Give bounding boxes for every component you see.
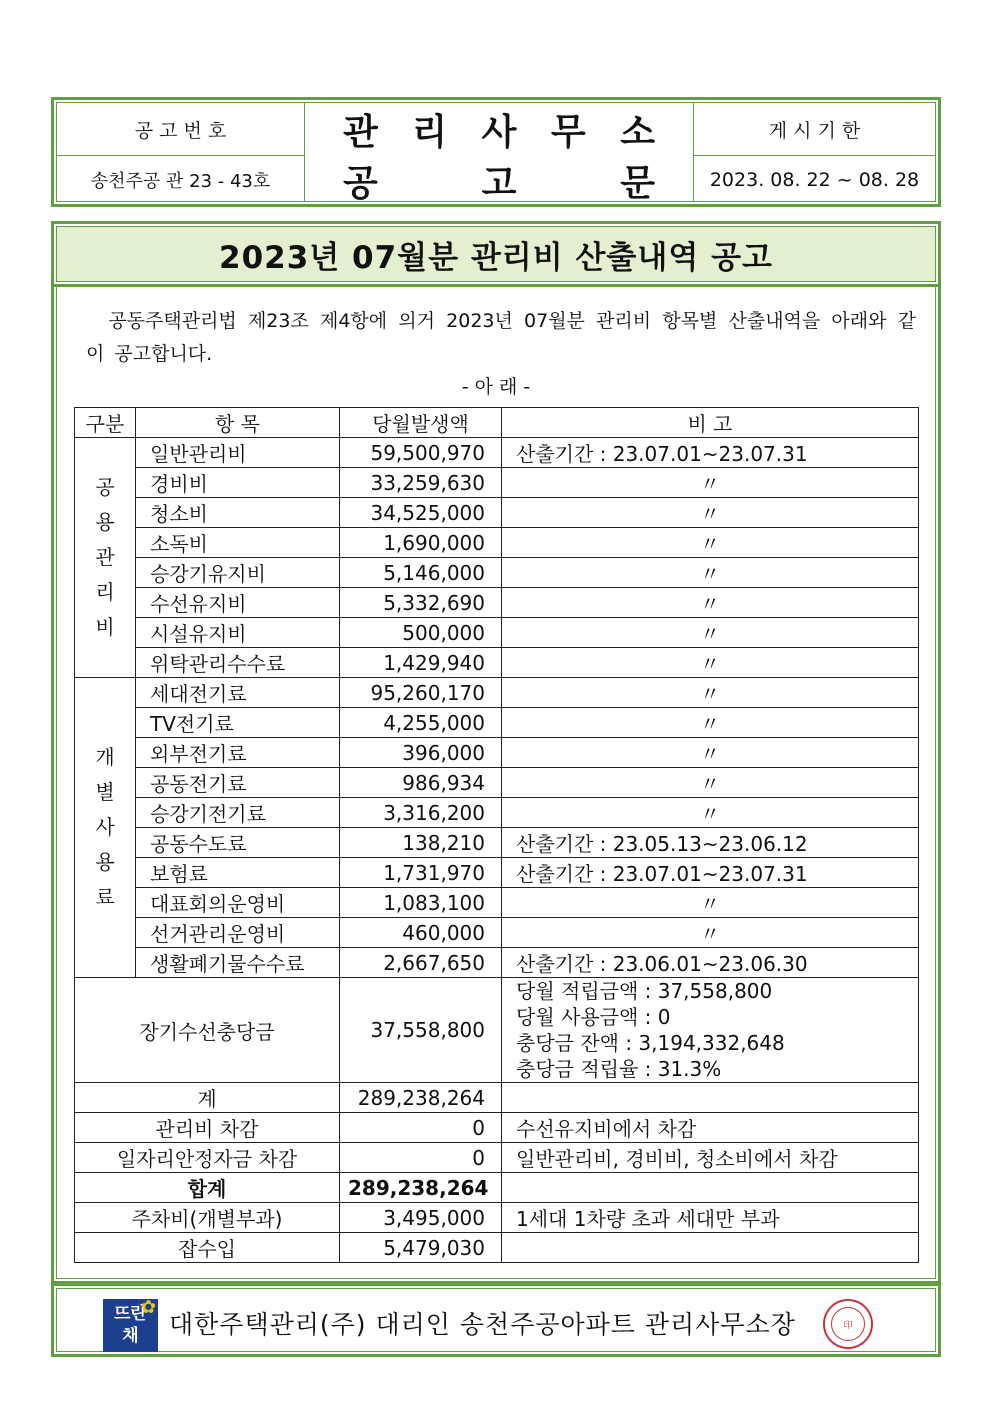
item-cell: 위탁관리수수료 bbox=[136, 648, 340, 678]
office-title-char: 리 bbox=[412, 111, 448, 153]
note-cell: 산출기간 : 23.05.13~23.06.12 bbox=[502, 828, 919, 858]
summary-label: 계 bbox=[75, 1083, 340, 1113]
item-cell: 외부전기료 bbox=[136, 738, 340, 768]
summary-note bbox=[502, 1233, 919, 1263]
item-cell: 일반관리비 bbox=[136, 438, 340, 468]
item-cell: 대표회의운영비 bbox=[136, 888, 340, 918]
table-row bbox=[75, 678, 919, 708]
office-title-char: 무 bbox=[550, 111, 586, 153]
item-cell: 경비비 bbox=[136, 468, 340, 498]
table-row bbox=[75, 438, 919, 468]
item-cell: 승강기유지비 bbox=[136, 558, 340, 588]
amount-cell: 4,255,000 bbox=[340, 708, 502, 738]
posting-period-label: 게 시 기 한 bbox=[768, 119, 861, 142]
reserve-note-line: 충당금 잔액 : 3,194,332,648 bbox=[516, 1031, 785, 1055]
summary-amount: 0 bbox=[340, 1143, 502, 1173]
summary-label: 일자리안정자금 차감 bbox=[75, 1143, 340, 1173]
summary-row bbox=[75, 1203, 919, 1233]
table-row bbox=[75, 888, 919, 918]
amount-cell: 33,259,630 bbox=[340, 468, 502, 498]
item-cell: 세대전기료 bbox=[136, 678, 340, 708]
office-title-char: 관 bbox=[343, 111, 378, 153]
table-row bbox=[75, 648, 919, 678]
summary-note bbox=[502, 1083, 919, 1113]
summary-amount: 289,238,264 bbox=[340, 1173, 502, 1203]
item-cell: 수선유지비 bbox=[136, 588, 340, 618]
item-cell: TV전기료 bbox=[136, 708, 340, 738]
header-note: 비 고 bbox=[502, 408, 919, 438]
header-amount: 당월발생액 bbox=[340, 408, 502, 438]
amount-cell: 3,316,200 bbox=[340, 798, 502, 828]
summary-note: 수선유지비에서 차감 bbox=[502, 1113, 919, 1143]
table-row bbox=[75, 948, 919, 978]
note-cell: 〃 bbox=[502, 498, 919, 528]
ttranchae-logo: ✿ 뜨란 채 bbox=[103, 1299, 158, 1352]
table-row bbox=[75, 918, 919, 948]
category-cell bbox=[75, 438, 136, 678]
amount-cell: 460,000 bbox=[340, 918, 502, 948]
item-cell: 승강기전기료 bbox=[136, 798, 340, 828]
amount-cell: 2,667,650 bbox=[340, 948, 502, 978]
summary-label: 관리비 차감 bbox=[75, 1113, 340, 1143]
table-row bbox=[75, 738, 919, 768]
table-row bbox=[75, 528, 919, 558]
table-row bbox=[75, 468, 919, 498]
note-cell: 산출기간 : 23.07.01~23.07.31 bbox=[502, 438, 919, 468]
amount-cell: 1,083,100 bbox=[340, 888, 502, 918]
note-cell: 〃 bbox=[502, 768, 919, 798]
summary-note: 일반관리비, 경비비, 청소비에서 차감 bbox=[502, 1143, 919, 1173]
table-row bbox=[75, 498, 919, 528]
item-cell: 공동수도료 bbox=[136, 828, 340, 858]
item-cell: 청소비 bbox=[136, 498, 340, 528]
summary-amount: 3,495,000 bbox=[340, 1203, 502, 1233]
reserve-note-line: 당월 사용금액 : 0 bbox=[516, 1005, 671, 1029]
item-cell: 소독비 bbox=[136, 528, 340, 558]
note-cell: 〃 bbox=[502, 588, 919, 618]
item-cell: 공동전기료 bbox=[136, 768, 340, 798]
note-cell: 〃 bbox=[502, 738, 919, 768]
amount-cell: 1,690,000 bbox=[340, 528, 502, 558]
summary-row bbox=[75, 1173, 919, 1203]
amount-cell: 396,000 bbox=[340, 738, 502, 768]
note-cell: 〃 bbox=[502, 888, 919, 918]
table-row bbox=[75, 798, 919, 828]
office-title bbox=[305, 103, 693, 155]
note-cell: 〃 bbox=[502, 558, 919, 588]
official-seal bbox=[823, 1299, 873, 1349]
table-row bbox=[75, 558, 919, 588]
reserve-amount: 37,558,800 bbox=[340, 978, 502, 1083]
summary-amount: 5,479,030 bbox=[340, 1233, 502, 1263]
note-cell: 〃 bbox=[502, 468, 919, 498]
notice-doc-title bbox=[305, 156, 693, 204]
category-cell bbox=[75, 678, 136, 978]
note-cell: 〃 bbox=[502, 648, 919, 678]
summary-note: 1세대 1차량 초과 세대만 부과 bbox=[502, 1203, 919, 1233]
note-cell: 〃 bbox=[502, 708, 919, 738]
summary-amount: 0 bbox=[340, 1113, 502, 1143]
table-row bbox=[75, 858, 919, 888]
summary-row bbox=[75, 1233, 919, 1263]
reserve-note-line: 충당금 적립율 : 31.3% bbox=[516, 1057, 722, 1081]
office-title-char: 사 bbox=[481, 111, 517, 153]
note-cell: 〃 bbox=[502, 528, 919, 558]
summary-label: 잡수입 bbox=[75, 1233, 340, 1263]
page-title: 2023년 07월분 관리비 산출내역 공고 bbox=[219, 239, 773, 276]
ara-heading: - 아 래 - bbox=[461, 376, 531, 398]
note-cell: 〃 bbox=[502, 918, 919, 948]
reserve-row bbox=[75, 978, 919, 1083]
table-row bbox=[75, 708, 919, 738]
amount-cell: 5,146,000 bbox=[340, 558, 502, 588]
title-bar bbox=[51, 221, 941, 287]
table-row bbox=[75, 768, 919, 798]
intro-paragraph bbox=[86, 305, 916, 371]
item-cell: 시설유지비 bbox=[136, 618, 340, 648]
office-title-char: 소 bbox=[620, 111, 655, 153]
amount-cell: 34,525,000 bbox=[340, 498, 502, 528]
amount-cell: 138,210 bbox=[340, 828, 502, 858]
note-cell: 〃 bbox=[502, 798, 919, 828]
amount-cell: 986,934 bbox=[340, 768, 502, 798]
category-label: 개별사용료 bbox=[95, 745, 115, 909]
note-cell: 〃 bbox=[502, 678, 919, 708]
table-row bbox=[75, 828, 919, 858]
summary-row bbox=[75, 1113, 919, 1143]
reserve-notes bbox=[502, 978, 919, 1083]
footer-signature: 대한주택관리(주) 대리인 송천주공아파트 관리사무소장 bbox=[169, 1310, 796, 1339]
summary-label: 합계 bbox=[75, 1173, 340, 1203]
posting-period: 2023. 08. 22 ~ 08. 28 bbox=[709, 169, 920, 191]
reserve-label: 장기수선충당금 bbox=[75, 978, 340, 1083]
notice-header bbox=[51, 97, 941, 207]
table-row bbox=[75, 618, 919, 648]
amount-cell: 59,500,970 bbox=[340, 438, 502, 468]
summary-amount: 289,238,264 bbox=[340, 1083, 502, 1113]
footer bbox=[51, 1283, 941, 1357]
amount-cell: 1,429,940 bbox=[340, 648, 502, 678]
header-item: 항 목 bbox=[136, 408, 340, 438]
summary-row bbox=[75, 1143, 919, 1173]
summary-label: 주차비(개별부과) bbox=[75, 1203, 340, 1233]
notice-number-label: 공 고 번 호 bbox=[134, 119, 227, 142]
intro-text: 공동주택관리법 제23조 제4항에 의거 2023년 07월분 관리비 항목별 산출내역을 아래와 같이 공고합니다. bbox=[86, 310, 916, 365]
amount-cell: 95,260,170 bbox=[340, 678, 502, 708]
amount-cell: 5,332,690 bbox=[340, 588, 502, 618]
item-cell: 선거관리운영비 bbox=[136, 918, 340, 948]
item-cell: 보험료 bbox=[136, 858, 340, 888]
category-label: 공용관리비 bbox=[95, 475, 115, 639]
notice-doc-char: 문 bbox=[620, 162, 655, 204]
flower-icon: ✿ bbox=[140, 1297, 156, 1318]
item-cell: 생활폐기물수수료 bbox=[136, 948, 340, 978]
fee-table bbox=[74, 407, 919, 1263]
notice-doc-char: 고 bbox=[481, 162, 517, 204]
amount-cell: 1,731,970 bbox=[340, 858, 502, 888]
note-cell: 산출기간 : 23.06.01~23.06.30 bbox=[502, 948, 919, 978]
summary-row bbox=[75, 1083, 919, 1113]
summary-note bbox=[502, 1173, 919, 1203]
note-cell: 산출기간 : 23.07.01~23.07.31 bbox=[502, 858, 919, 888]
table-row bbox=[75, 588, 919, 618]
seal-inner: 印 bbox=[831, 1307, 865, 1341]
note-cell: 〃 bbox=[502, 618, 919, 648]
notice-doc-char: 공 bbox=[343, 162, 378, 204]
header-category: 구분 bbox=[75, 408, 136, 438]
amount-cell: 500,000 bbox=[340, 618, 502, 648]
table-header-row bbox=[75, 408, 919, 438]
notice-number: 송천주공 관 23 - 43호 bbox=[90, 171, 271, 192]
reserve-note-line: 당월 적립금액 : 37,558,800 bbox=[516, 979, 773, 1003]
